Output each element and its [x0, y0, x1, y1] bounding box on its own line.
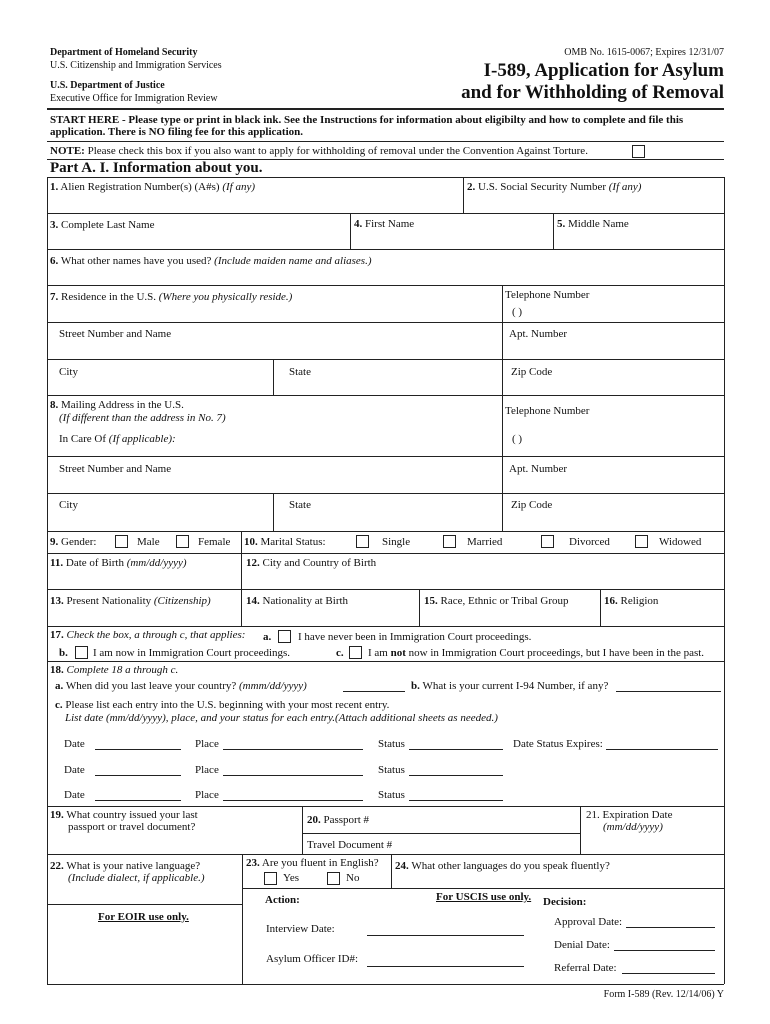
divider	[241, 553, 242, 589]
gender-female-checkbox[interactable]	[176, 535, 189, 548]
marital-label: 10. Marital Status:	[244, 536, 326, 548]
rule	[47, 904, 242, 905]
entry2-place-label: Place	[195, 764, 219, 776]
omb-number: OMB No. 1615-0067; Expires 12/31/07	[564, 47, 724, 58]
divider	[47, 904, 48, 984]
apt-label-7: Apt. Number	[509, 328, 568, 340]
entry1-date-input[interactable]	[95, 749, 181, 750]
english-yes-checkbox[interactable]	[264, 872, 277, 885]
entry1-expires-input[interactable]	[606, 749, 718, 750]
entry3-place-input[interactable]	[223, 800, 363, 801]
interview-date-input[interactable]	[367, 935, 524, 936]
rule	[47, 806, 724, 807]
form-subtitle: and for Withholding of Removal	[461, 82, 724, 103]
field-17b-letter: b.	[59, 647, 68, 659]
field-23-label: 23. Are you fluent in English?	[246, 857, 379, 869]
street-label-7: Street Number and Name	[59, 328, 172, 340]
travel-document-label: Travel Document #	[307, 839, 393, 851]
divider	[724, 888, 725, 984]
field-16-label: 16. Religion	[604, 595, 659, 607]
divider	[463, 177, 464, 213]
agency-dhs: Department of Homeland Security	[50, 47, 198, 58]
entry3-status-label: Status	[378, 789, 405, 801]
officer-id-input[interactable]	[367, 966, 524, 967]
english-yes-label: Yes	[283, 872, 300, 884]
action-label: Action:	[265, 894, 300, 906]
marital-single-checkbox[interactable]	[356, 535, 369, 548]
start-here-line1: START HERE - Please type or print in black ink. See the Instructions for information about eligibilty and how to complete and file this	[50, 114, 684, 126]
field-19-label-2: passport or travel document?	[68, 821, 196, 833]
entry3-status-input[interactable]	[409, 800, 503, 801]
zip-label-7: Zip Code	[511, 366, 553, 378]
denial-date-label: Denial Date:	[554, 939, 610, 951]
rule	[47, 177, 724, 178]
field-8-note: (If different than the address in No. 7)	[59, 412, 226, 424]
divider	[580, 806, 581, 854]
interview-date-label: Interview Date:	[266, 923, 335, 935]
field-13-label: 13. Present Nationality (Citizenship)	[50, 595, 211, 607]
rule	[47, 531, 724, 532]
rule	[47, 213, 724, 214]
rule	[47, 661, 724, 662]
field-17a-letter: a.	[263, 631, 272, 643]
header-rule	[47, 108, 724, 110]
field-3-label: 3. Complete Last Name	[50, 219, 155, 231]
city-label-8: City	[59, 499, 78, 511]
rule	[47, 493, 724, 494]
entry1-status-input[interactable]	[409, 749, 503, 750]
start-here-line2: application. There is NO filing fee for this application.	[50, 126, 304, 138]
entry2-status-label: Status	[378, 764, 405, 776]
decision-label: Decision:	[543, 896, 587, 908]
telephone-label-8: Telephone Number	[505, 405, 590, 417]
cat-withholding-checkbox[interactable]	[632, 145, 645, 158]
divider	[553, 213, 554, 249]
denial-date-input[interactable]	[614, 950, 715, 951]
rule	[242, 888, 724, 889]
rule	[47, 285, 724, 286]
english-no-checkbox[interactable]	[327, 872, 340, 885]
divider	[302, 806, 303, 854]
entry3-place-label: Place	[195, 789, 219, 801]
divider	[273, 359, 274, 395]
note	[50, 145, 588, 157]
rule	[47, 553, 724, 554]
entry1-expires-label: Date Status Expires:	[513, 738, 603, 750]
note-label: NOTE:	[50, 145, 85, 157]
field-20-label: 20. Passport #	[307, 814, 370, 826]
form-border-left	[47, 177, 48, 904]
field-5-label: 5. Middle Name	[557, 218, 629, 230]
divider	[502, 395, 503, 531]
street-label-8: Street Number and Name	[59, 463, 172, 475]
rule	[47, 322, 724, 323]
divider	[241, 531, 242, 553]
field-6-label: 6. What other names have you used? (Include maiden name and aliases.)	[50, 255, 372, 267]
field-15-label: 15. Race, Ethnic or Tribal Group	[424, 595, 569, 607]
field-18a-label: a. When did you last leave your country? (mmm/dd/yyyy)	[55, 680, 307, 692]
agency-eoir: Executive Office for Immigration Review	[50, 93, 218, 104]
entry2-status-input[interactable]	[409, 775, 503, 776]
form-title: I-589, Application for Asylum	[483, 60, 724, 81]
field-8-label: 8. Mailing Address in the U.S.	[50, 399, 184, 411]
referral-date-label: Referral Date:	[554, 962, 617, 974]
i94-number-input[interactable]	[616, 691, 721, 692]
field-7-label: 7. Residence in the U.S. (Where you physically reside.)	[50, 291, 293, 303]
divider	[419, 589, 420, 626]
field-24-label: 24. What other languages do you speak fluently?	[395, 860, 610, 872]
field-17c-letter: c.	[336, 647, 344, 659]
officer-id-label: Asylum Officer ID#:	[266, 953, 359, 965]
entry1-status-label: Status	[378, 738, 405, 750]
field-11-label: 11. Date of Birth (mm/dd/yyyy)	[50, 557, 187, 569]
entry3-date-label: Date	[64, 789, 85, 801]
field-18c-label: c. Please list each entry into the U.S. beginning with your most recent entry.	[55, 699, 390, 711]
field-18c-instructions: List date (mm/dd/yyyy), place, and your status for each entry.(Attach additional sheets as needed.)	[65, 712, 498, 724]
marital-married-label: Married	[467, 536, 503, 548]
marital-widowed-checkbox[interactable]	[635, 535, 648, 548]
court-now-checkbox[interactable]	[75, 646, 88, 659]
field-14-label: 14. Nationality at Birth	[246, 595, 349, 607]
entry2-place-input[interactable]	[223, 775, 363, 776]
divider	[273, 493, 274, 531]
city-label-7: City	[59, 366, 78, 378]
approval-date-input[interactable]	[626, 927, 715, 928]
marital-married-checkbox[interactable]	[443, 535, 456, 548]
entry1-place-label: Place	[195, 738, 219, 750]
rule	[47, 854, 724, 855]
field-21-format: (mm/dd/yyyy)	[603, 821, 663, 833]
court-never-label: I have never been in Immigration Court proceedings.	[298, 631, 532, 643]
telephone-area-8: ( )	[512, 433, 523, 445]
divider	[502, 285, 503, 395]
approval-date-label: Approval Date:	[554, 916, 623, 928]
court-past-checkbox[interactable]	[349, 646, 362, 659]
rule	[302, 833, 580, 834]
rule	[47, 456, 724, 457]
apt-label-8: Apt. Number	[509, 463, 568, 475]
rule	[47, 395, 724, 396]
marital-single-label: Single	[382, 536, 411, 548]
court-never-checkbox[interactable]	[278, 630, 291, 643]
english-no-label: No	[346, 872, 360, 884]
telephone-label-7: Telephone Number	[505, 289, 590, 301]
part-title: Part A. I. Information about you.	[50, 160, 263, 176]
rule	[47, 141, 724, 142]
state-label-8: State	[289, 499, 311, 511]
divider	[350, 213, 351, 249]
rule	[47, 626, 724, 627]
state-label-7: State	[289, 366, 311, 378]
zip-label-8: Zip Code	[511, 499, 553, 511]
entry2-date-label: Date	[64, 764, 85, 776]
court-now-label: I am now in Immigration Court proceedings.	[93, 647, 291, 659]
court-past-label: I am not now in Immigration Court proceedings, but I have been in the past.	[368, 647, 705, 659]
agency-doj: U.S. Department of Justice	[50, 80, 165, 91]
form-revision: Form I-589 (Rev. 12/14/06) Y	[603, 989, 724, 1000]
gender-label: 9. Gender:	[50, 536, 97, 548]
eoir-use-heading: For EOIR use only.	[98, 911, 189, 923]
rule	[47, 589, 724, 590]
referral-date-input[interactable]	[622, 973, 715, 974]
marital-widowed-label: Widowed	[659, 536, 702, 548]
rule	[47, 984, 724, 985]
entry2-date-input[interactable]	[95, 775, 181, 776]
field-18-label: 18. Complete 18 a through c.	[50, 664, 179, 676]
entry1-place-input[interactable]	[223, 749, 363, 750]
entry1-date-label: Date	[64, 738, 85, 750]
divider	[391, 854, 392, 888]
divider	[242, 854, 243, 984]
marital-divorced-checkbox[interactable]	[541, 535, 554, 548]
divider	[600, 589, 601, 626]
form-border-right	[724, 177, 725, 904]
field-19-label: 19. What country issued your last	[50, 809, 198, 821]
gender-male-checkbox[interactable]	[115, 535, 128, 548]
field-1-label: 1. Alien Registration Number(s) (A#s) (If any)	[50, 181, 256, 193]
gender-male-label: Male	[137, 536, 160, 548]
last-left-date-input[interactable]	[343, 691, 405, 692]
rule	[47, 249, 724, 250]
marital-divorced-label: Divorced	[569, 536, 610, 548]
field-2-label: 2. U.S. Social Security Number (If any)	[467, 181, 642, 193]
field-18b-label: b. What is your current I-94 Number, if any?	[411, 680, 609, 692]
telephone-area-7: ( )	[512, 306, 523, 318]
gender-female-label: Female	[198, 536, 231, 548]
note-text: Please check this box if you also want to apply for withholding of removal under the Convention Against Torture.	[87, 145, 588, 157]
rule	[47, 359, 724, 360]
field-17-label: 17. Check the box, a through c, that applies:	[50, 629, 246, 641]
in-care-of-label: In Care Of (If applicable):	[59, 433, 176, 445]
field-21-label: 21. Expiration Date	[586, 809, 673, 821]
entry3-date-input[interactable]	[95, 800, 181, 801]
field-12-label: 12. City and Country of Birth	[246, 557, 377, 569]
agency-uscis: U.S. Citizenship and Immigration Services	[50, 60, 222, 71]
field-22-label: 22. What is your native language?	[50, 860, 201, 872]
field-4-label: 4. First Name	[354, 218, 415, 230]
uscis-use-heading: For USCIS use only.	[436, 891, 532, 903]
field-22-note: (Include dialect, if applicable.)	[68, 872, 205, 884]
divider	[241, 589, 242, 626]
